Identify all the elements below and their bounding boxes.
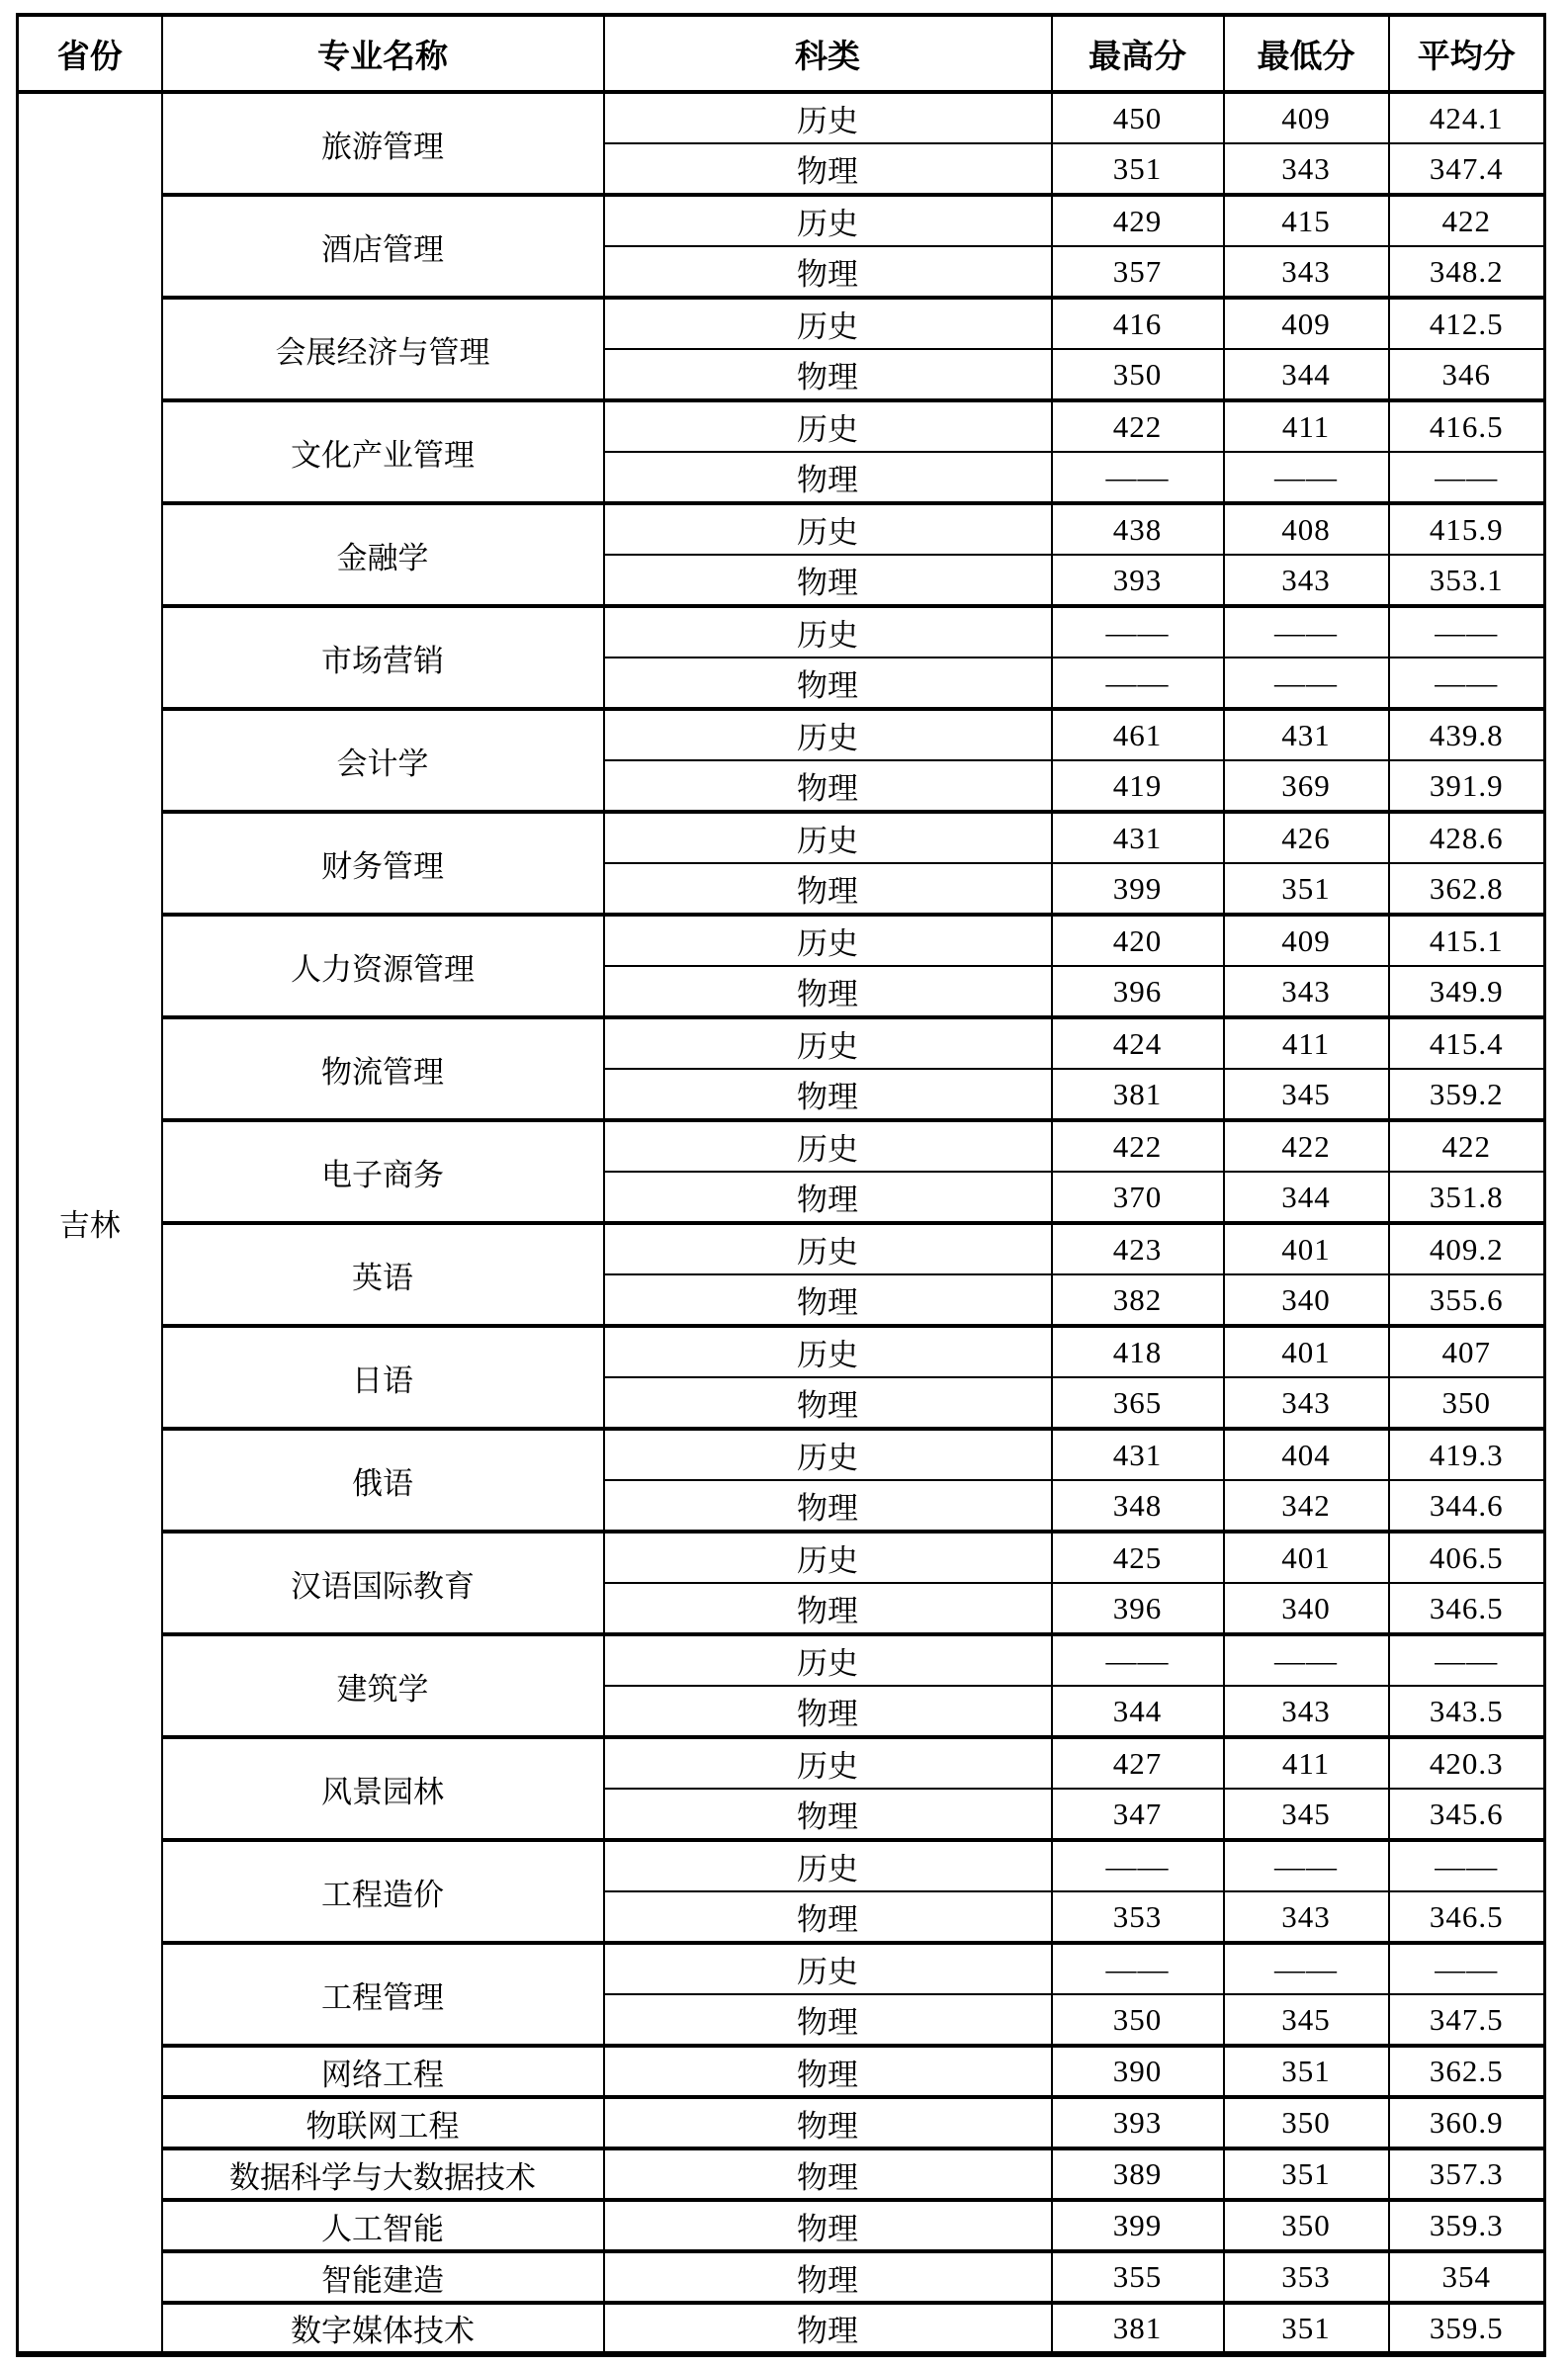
major-name-cell: 风景园林 <box>162 1737 604 1840</box>
min-score-cell: 350 <box>1224 2097 1389 2148</box>
max-score-cell: 382 <box>1052 1274 1224 1326</box>
avg-score-cell: 359.2 <box>1389 1069 1545 1120</box>
subject-cell: 历史 <box>604 1840 1052 1891</box>
table-row <box>18 1223 1545 1274</box>
max-score-cell: 422 <box>1052 400 1224 452</box>
avg-score-cell: 344.6 <box>1389 1480 1545 1532</box>
min-score-cell: 409 <box>1224 915 1389 966</box>
min-score-cell: 369 <box>1224 760 1389 812</box>
max-score-cell: 438 <box>1052 503 1224 555</box>
major-name-cell: 文化产业管理 <box>162 400 604 503</box>
avg-score-cell: 419.3 <box>1389 1429 1545 1480</box>
avg-score-cell: 409.2 <box>1389 1223 1545 1274</box>
max-score-cell: 422 <box>1052 1120 1224 1172</box>
subject-cell: 物理 <box>604 143 1052 195</box>
min-score-cell: 343 <box>1224 555 1389 606</box>
avg-score-cell: 359.5 <box>1389 2303 1545 2354</box>
avg-score-cell: —— <box>1389 658 1545 709</box>
min-score-cell: 415 <box>1224 195 1389 246</box>
major-name-cell: 金融学 <box>162 503 604 606</box>
avg-score-cell: 416.5 <box>1389 400 1545 452</box>
min-score-cell: 409 <box>1224 92 1389 143</box>
major-name-cell: 市场营销 <box>162 606 604 709</box>
subject-cell: 物理 <box>604 452 1052 503</box>
subject-cell: 物理 <box>604 1891 1052 1943</box>
header-avg-score: 平均分 <box>1389 15 1545 92</box>
subject-cell: 历史 <box>604 1532 1052 1583</box>
min-score-cell: 411 <box>1224 400 1389 452</box>
avg-score-cell: 343.5 <box>1389 1686 1545 1737</box>
avg-score-cell: 391.9 <box>1389 760 1545 812</box>
subject-cell: 历史 <box>604 298 1052 349</box>
header-major-name: 专业名称 <box>162 15 604 92</box>
subject-cell: 物理 <box>604 2303 1052 2354</box>
avg-score-cell: —— <box>1389 1634 1545 1686</box>
max-score-cell: 424 <box>1052 1017 1224 1069</box>
subject-cell: 物理 <box>604 2200 1052 2251</box>
avg-score-cell: 412.5 <box>1389 298 1545 349</box>
table-row <box>18 1532 1545 1583</box>
major-name-cell: 会计学 <box>162 709 604 812</box>
major-name-cell: 人工智能 <box>162 2200 604 2251</box>
subject-cell: 历史 <box>604 812 1052 863</box>
subject-cell: 历史 <box>604 1017 1052 1069</box>
subject-cell: 历史 <box>604 400 1052 452</box>
max-score-cell: 419 <box>1052 760 1224 812</box>
subject-cell: 物理 <box>604 1994 1052 2046</box>
min-score-cell: 408 <box>1224 503 1389 555</box>
avg-score-cell: 415.4 <box>1389 1017 1545 1069</box>
min-score-cell: 345 <box>1224 1069 1389 1120</box>
min-score-cell: 351 <box>1224 2303 1389 2354</box>
max-score-cell: 393 <box>1052 2097 1224 2148</box>
avg-score-cell: 415.1 <box>1389 915 1545 966</box>
min-score-cell: 343 <box>1224 143 1389 195</box>
max-score-cell: —— <box>1052 452 1224 503</box>
max-score-cell: 350 <box>1052 1994 1224 2046</box>
subject-cell: 物理 <box>604 1172 1052 1223</box>
max-score-cell: 418 <box>1052 1326 1224 1377</box>
min-score-cell: 401 <box>1224 1326 1389 1377</box>
major-name-cell: 物联网工程 <box>162 2097 604 2148</box>
major-name-cell: 汉语国际教育 <box>162 1532 604 1634</box>
major-name-cell: 建筑学 <box>162 1634 604 1737</box>
avg-score-cell: 362.8 <box>1389 863 1545 915</box>
subject-cell: 物理 <box>604 349 1052 400</box>
avg-score-cell: 351.8 <box>1389 1172 1545 1223</box>
major-name-cell: 旅游管理 <box>162 92 604 195</box>
subject-cell: 物理 <box>604 1583 1052 1634</box>
table-row <box>18 1943 1545 1994</box>
subject-cell: 物理 <box>604 2251 1052 2303</box>
table-row <box>18 2200 1545 2251</box>
province-cell: 吉林 <box>18 92 162 2354</box>
table-row <box>18 400 1545 452</box>
table-row <box>18 1840 1545 1891</box>
subject-cell: 物理 <box>604 1377 1052 1429</box>
header-subject-category: 科类 <box>604 15 1052 92</box>
min-score-cell: —— <box>1224 452 1389 503</box>
avg-score-cell: 422 <box>1389 1120 1545 1172</box>
max-score-cell: —— <box>1052 658 1224 709</box>
min-score-cell: 426 <box>1224 812 1389 863</box>
table-row <box>18 915 1545 966</box>
subject-cell: 历史 <box>604 92 1052 143</box>
avg-score-cell: 406.5 <box>1389 1532 1545 1583</box>
min-score-cell: 351 <box>1224 2148 1389 2200</box>
min-score-cell: 343 <box>1224 1377 1389 1429</box>
major-name-cell: 智能建造 <box>162 2251 604 2303</box>
max-score-cell: 350 <box>1052 349 1224 400</box>
header-max-score: 最高分 <box>1052 15 1224 92</box>
major-name-cell: 酒店管理 <box>162 195 604 298</box>
subject-cell: 物理 <box>604 1069 1052 1120</box>
subject-cell: 物理 <box>604 555 1052 606</box>
subject-cell: 物理 <box>604 246 1052 298</box>
table-row <box>18 195 1545 246</box>
max-score-cell: 393 <box>1052 555 1224 606</box>
min-score-cell: 409 <box>1224 298 1389 349</box>
header-row <box>18 15 1545 92</box>
max-score-cell: 355 <box>1052 2251 1224 2303</box>
max-score-cell: 351 <box>1052 143 1224 195</box>
table-row <box>18 2303 1545 2354</box>
avg-score-cell: 420.3 <box>1389 1737 1545 1789</box>
max-score-cell: 420 <box>1052 915 1224 966</box>
avg-score-cell: —— <box>1389 1943 1545 1994</box>
max-score-cell: —— <box>1052 1634 1224 1686</box>
avg-score-cell: 347.4 <box>1389 143 1545 195</box>
subject-cell: 物理 <box>604 2148 1052 2200</box>
max-score-cell: 389 <box>1052 2148 1224 2200</box>
major-name-cell: 财务管理 <box>162 812 604 915</box>
avg-score-cell: 359.3 <box>1389 2200 1545 2251</box>
table-row <box>18 2148 1545 2200</box>
header-province: 省份 <box>18 15 162 92</box>
subject-cell: 物理 <box>604 1686 1052 1737</box>
major-name-cell: 工程造价 <box>162 1840 604 1943</box>
table-row <box>18 1017 1545 1069</box>
table-row <box>18 298 1545 349</box>
max-score-cell: 431 <box>1052 812 1224 863</box>
avg-score-cell: 422 <box>1389 195 1545 246</box>
max-score-cell: 425 <box>1052 1532 1224 1583</box>
subject-cell: 历史 <box>604 1326 1052 1377</box>
max-score-cell: 450 <box>1052 92 1224 143</box>
max-score-cell: 399 <box>1052 2200 1224 2251</box>
avg-score-cell: 357.3 <box>1389 2148 1545 2200</box>
avg-score-cell: 415.9 <box>1389 503 1545 555</box>
major-name-cell: 俄语 <box>162 1429 604 1532</box>
header-min-score: 最低分 <box>1224 15 1389 92</box>
min-score-cell: 411 <box>1224 1737 1389 1789</box>
min-score-cell: 344 <box>1224 349 1389 400</box>
max-score-cell: 381 <box>1052 2303 1224 2354</box>
max-score-cell: —— <box>1052 606 1224 658</box>
subject-cell: 历史 <box>604 1634 1052 1686</box>
max-score-cell: 416 <box>1052 298 1224 349</box>
avg-score-cell: 355.6 <box>1389 1274 1545 1326</box>
subject-cell: 物理 <box>604 966 1052 1017</box>
max-score-cell: 423 <box>1052 1223 1224 1274</box>
min-score-cell: 343 <box>1224 246 1389 298</box>
admission-scores-table <box>16 13 1546 2357</box>
max-score-cell: 461 <box>1052 709 1224 760</box>
min-score-cell: 350 <box>1224 2200 1389 2251</box>
avg-score-cell: 350 <box>1389 1377 1545 1429</box>
avg-score-cell: —— <box>1389 1840 1545 1891</box>
max-score-cell: —— <box>1052 1840 1224 1891</box>
subject-cell: 历史 <box>604 1223 1052 1274</box>
min-score-cell: —— <box>1224 606 1389 658</box>
avg-score-cell: 347.5 <box>1389 1994 1545 2046</box>
table-row <box>18 1737 1545 1789</box>
subject-cell: 历史 <box>604 1737 1052 1789</box>
avg-score-cell: 353.1 <box>1389 555 1545 606</box>
min-score-cell: 340 <box>1224 1583 1389 1634</box>
subject-cell: 物理 <box>604 2097 1052 2148</box>
major-name-cell: 数字媒体技术 <box>162 2303 604 2354</box>
major-name-cell: 人力资源管理 <box>162 915 604 1017</box>
max-score-cell: 431 <box>1052 1429 1224 1480</box>
min-score-cell: 353 <box>1224 2251 1389 2303</box>
max-score-cell: 353 <box>1052 1891 1224 1943</box>
major-name-cell: 网络工程 <box>162 2046 604 2097</box>
subject-cell: 物理 <box>604 2046 1052 2097</box>
subject-cell: 历史 <box>604 709 1052 760</box>
avg-score-cell: 360.9 <box>1389 2097 1545 2148</box>
subject-cell: 历史 <box>604 195 1052 246</box>
table-row <box>18 92 1545 143</box>
major-name-cell: 日语 <box>162 1326 604 1429</box>
min-score-cell: —— <box>1224 658 1389 709</box>
table-row <box>18 503 1545 555</box>
max-score-cell: 381 <box>1052 1069 1224 1120</box>
min-score-cell: 344 <box>1224 1172 1389 1223</box>
min-score-cell: 411 <box>1224 1017 1389 1069</box>
subject-cell: 物理 <box>604 863 1052 915</box>
max-score-cell: 399 <box>1052 863 1224 915</box>
major-name-cell: 工程管理 <box>162 1943 604 2046</box>
max-score-cell: 348 <box>1052 1480 1224 1532</box>
major-name-cell: 英语 <box>162 1223 604 1326</box>
min-score-cell: 404 <box>1224 1429 1389 1480</box>
min-score-cell: 351 <box>1224 2046 1389 2097</box>
avg-score-cell: 346 <box>1389 349 1545 400</box>
avg-score-cell: 407 <box>1389 1326 1545 1377</box>
table-row <box>18 2097 1545 2148</box>
min-score-cell: 343 <box>1224 1686 1389 1737</box>
major-name-cell: 物流管理 <box>162 1017 604 1120</box>
major-name-cell: 会展经济与管理 <box>162 298 604 400</box>
max-score-cell: 344 <box>1052 1686 1224 1737</box>
min-score-cell: 345 <box>1224 1789 1389 1840</box>
table-row <box>18 1634 1545 1686</box>
max-score-cell: 396 <box>1052 1583 1224 1634</box>
min-score-cell: 401 <box>1224 1223 1389 1274</box>
avg-score-cell: 345.6 <box>1389 1789 1545 1840</box>
max-score-cell: 347 <box>1052 1789 1224 1840</box>
min-score-cell: —— <box>1224 1634 1389 1686</box>
avg-score-cell: 362.5 <box>1389 2046 1545 2097</box>
avg-score-cell: 424.1 <box>1389 92 1545 143</box>
subject-cell: 历史 <box>604 606 1052 658</box>
major-name-cell: 电子商务 <box>162 1120 604 1223</box>
table-row <box>18 2251 1545 2303</box>
avg-score-cell: 348.2 <box>1389 246 1545 298</box>
avg-score-cell: 346.5 <box>1389 1891 1545 1943</box>
min-score-cell: 422 <box>1224 1120 1389 1172</box>
subject-cell: 历史 <box>604 1429 1052 1480</box>
min-score-cell: 343 <box>1224 966 1389 1017</box>
max-score-cell: 365 <box>1052 1377 1224 1429</box>
min-score-cell: —— <box>1224 1840 1389 1891</box>
table-row <box>18 812 1545 863</box>
min-score-cell: 345 <box>1224 1994 1389 2046</box>
max-score-cell: 370 <box>1052 1172 1224 1223</box>
table-row <box>18 1429 1545 1480</box>
table-row <box>18 709 1545 760</box>
table-row <box>18 1326 1545 1377</box>
max-score-cell: 396 <box>1052 966 1224 1017</box>
avg-score-cell: 354 <box>1389 2251 1545 2303</box>
subject-cell: 物理 <box>604 1274 1052 1326</box>
max-score-cell: 429 <box>1052 195 1224 246</box>
avg-score-cell: 439.8 <box>1389 709 1545 760</box>
max-score-cell: —— <box>1052 1943 1224 1994</box>
subject-cell: 物理 <box>604 658 1052 709</box>
table-row <box>18 1120 1545 1172</box>
max-score-cell: 427 <box>1052 1737 1224 1789</box>
max-score-cell: 357 <box>1052 246 1224 298</box>
avg-score-cell: —— <box>1389 606 1545 658</box>
subject-cell: 历史 <box>604 503 1052 555</box>
table-row <box>18 606 1545 658</box>
subject-cell: 物理 <box>604 760 1052 812</box>
subject-cell: 历史 <box>604 1943 1052 1994</box>
avg-score-cell: 346.5 <box>1389 1583 1545 1634</box>
min-score-cell: 340 <box>1224 1274 1389 1326</box>
subject-cell: 历史 <box>604 915 1052 966</box>
subject-cell: 物理 <box>604 1789 1052 1840</box>
min-score-cell: —— <box>1224 1943 1389 1994</box>
avg-score-cell: 428.6 <box>1389 812 1545 863</box>
table-row <box>18 2046 1545 2097</box>
min-score-cell: 343 <box>1224 1891 1389 1943</box>
major-name-cell: 数据科学与大数据技术 <box>162 2148 604 2200</box>
avg-score-cell: 349.9 <box>1389 966 1545 1017</box>
min-score-cell: 342 <box>1224 1480 1389 1532</box>
min-score-cell: 401 <box>1224 1532 1389 1583</box>
subject-cell: 物理 <box>604 1480 1052 1532</box>
max-score-cell: 390 <box>1052 2046 1224 2097</box>
subject-cell: 历史 <box>604 1120 1052 1172</box>
min-score-cell: 431 <box>1224 709 1389 760</box>
min-score-cell: 351 <box>1224 863 1389 915</box>
avg-score-cell: —— <box>1389 452 1545 503</box>
